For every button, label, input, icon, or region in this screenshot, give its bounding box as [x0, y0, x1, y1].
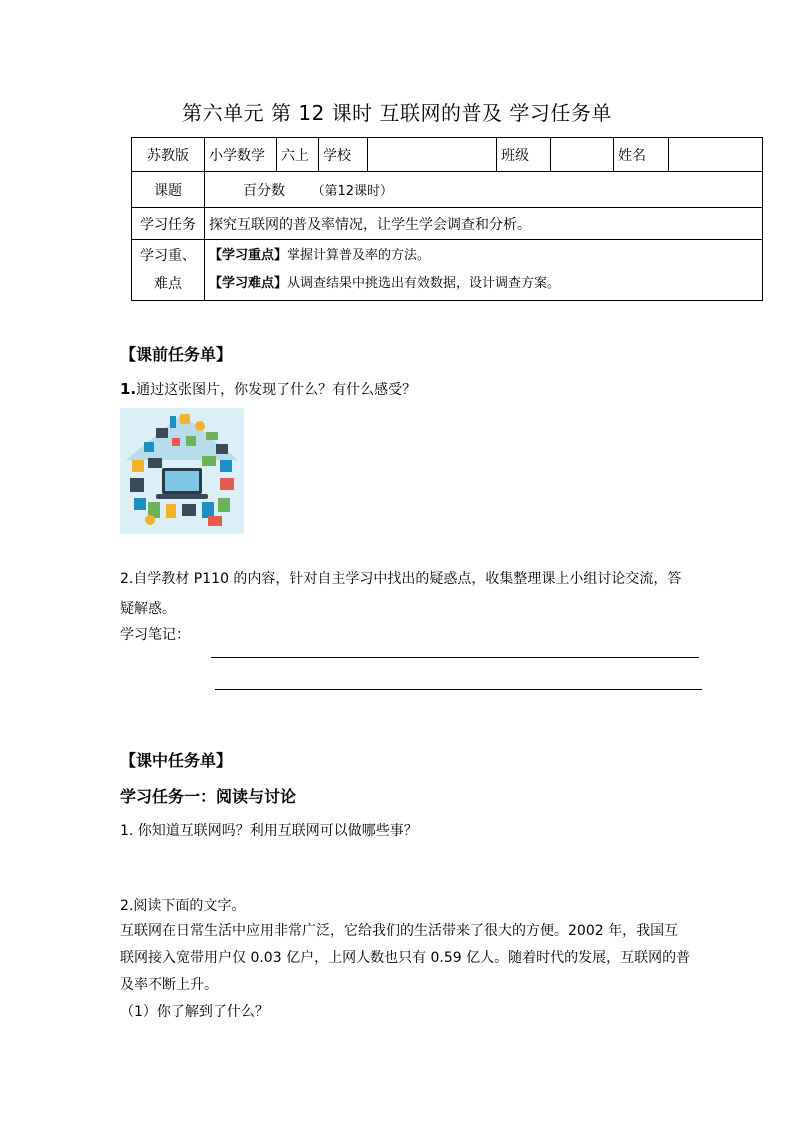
- key-points-cell: [205, 240, 763, 301]
- difficult-point-row: [209, 270, 758, 298]
- topic-label: 课题: [132, 172, 205, 208]
- key-label-line2: 难点: [154, 276, 182, 292]
- task-value: 探究互联网的普及率情况，让学生学会调查和分析。: [205, 208, 763, 240]
- sub-question-1: （1）你了解到了什么？: [120, 1004, 269, 1020]
- notes-label: 学习笔记：: [120, 627, 190, 643]
- pre-task-q2-line1: 2.自学教材 P110 的内容，针对自主学习中找出的疑惑点，收集整理课上小组讨论交流，答: [120, 571, 682, 587]
- smart-home-illustration-icon: [120, 408, 244, 534]
- cell-school-value[interactable]: [368, 138, 497, 172]
- key-label-line1: 学习重、: [140, 248, 196, 264]
- illustration-svg: [120, 408, 244, 534]
- cell-name-value[interactable]: [669, 138, 763, 172]
- cell-grade: 六上: [277, 138, 319, 172]
- cell-subject: 小学数学: [205, 138, 277, 172]
- task-label: 学习任务: [132, 208, 205, 240]
- cell-class-label: 班级: [497, 138, 551, 172]
- reading-para-line3: 及率不断上升。: [120, 977, 218, 993]
- cell-class-value[interactable]: [551, 138, 614, 172]
- task1-title: 学习任务一：阅读与讨论: [120, 787, 297, 806]
- in-class-q1: 1. 你知道互联网吗？利用互联网可以做哪些事？: [120, 823, 418, 839]
- key-label: [132, 240, 205, 301]
- key-point-row: [209, 242, 758, 270]
- key-tag: 【学习重点】: [209, 248, 288, 263]
- topic-cell: [205, 172, 763, 208]
- cell-edition: 苏教版: [132, 138, 205, 172]
- pre-task-q1: [120, 379, 416, 399]
- in-class-heading: 【课中任务单】: [120, 751, 233, 770]
- pre-task-heading: 【课前任务单】: [120, 345, 233, 364]
- key-text: 掌握计算普及率的方法。: [287, 248, 431, 263]
- info-row-task: [132, 208, 763, 240]
- notes-line-2[interactable]: [215, 689, 702, 690]
- diff-tag: 【学习难点】: [209, 276, 288, 291]
- in-class-q2: 2.阅读下面的文字。: [120, 898, 246, 914]
- topic-value: 百分数: [243, 182, 285, 199]
- info-table: [131, 137, 763, 301]
- pre-task-q2-line2: 疑解惑。: [120, 601, 176, 617]
- cell-name-label: 姓名: [614, 138, 669, 172]
- diff-text: 从调查结果中挑选出有效数据，设计调查方案。: [287, 276, 561, 291]
- q1-number: 1.: [120, 380, 137, 398]
- cell-school-label: 学校: [319, 138, 368, 172]
- info-row-basic: [132, 138, 763, 172]
- notes-line-1[interactable]: [211, 657, 699, 658]
- reading-para-line2: 联网接入宽带用户仅 0.03 亿户，上网人数也只有 0.59 亿人。随着时代的发展，互联网的普: [120, 950, 691, 966]
- info-row-topic: [132, 172, 763, 208]
- page-title: 第六单元 第 12 课时 互联网的普及 学习任务单: [182, 101, 612, 125]
- info-row-key-points: [132, 240, 763, 301]
- q1-text: 通过这张图片，你发现了什么？有什么感受？: [136, 382, 417, 398]
- reading-para-line1: 互联网在日常生活中应用非常广泛，它给我们的生活带来了很大的方便。2002 年，我国互: [120, 923, 679, 939]
- topic-note: （第12课时）: [311, 183, 393, 199]
